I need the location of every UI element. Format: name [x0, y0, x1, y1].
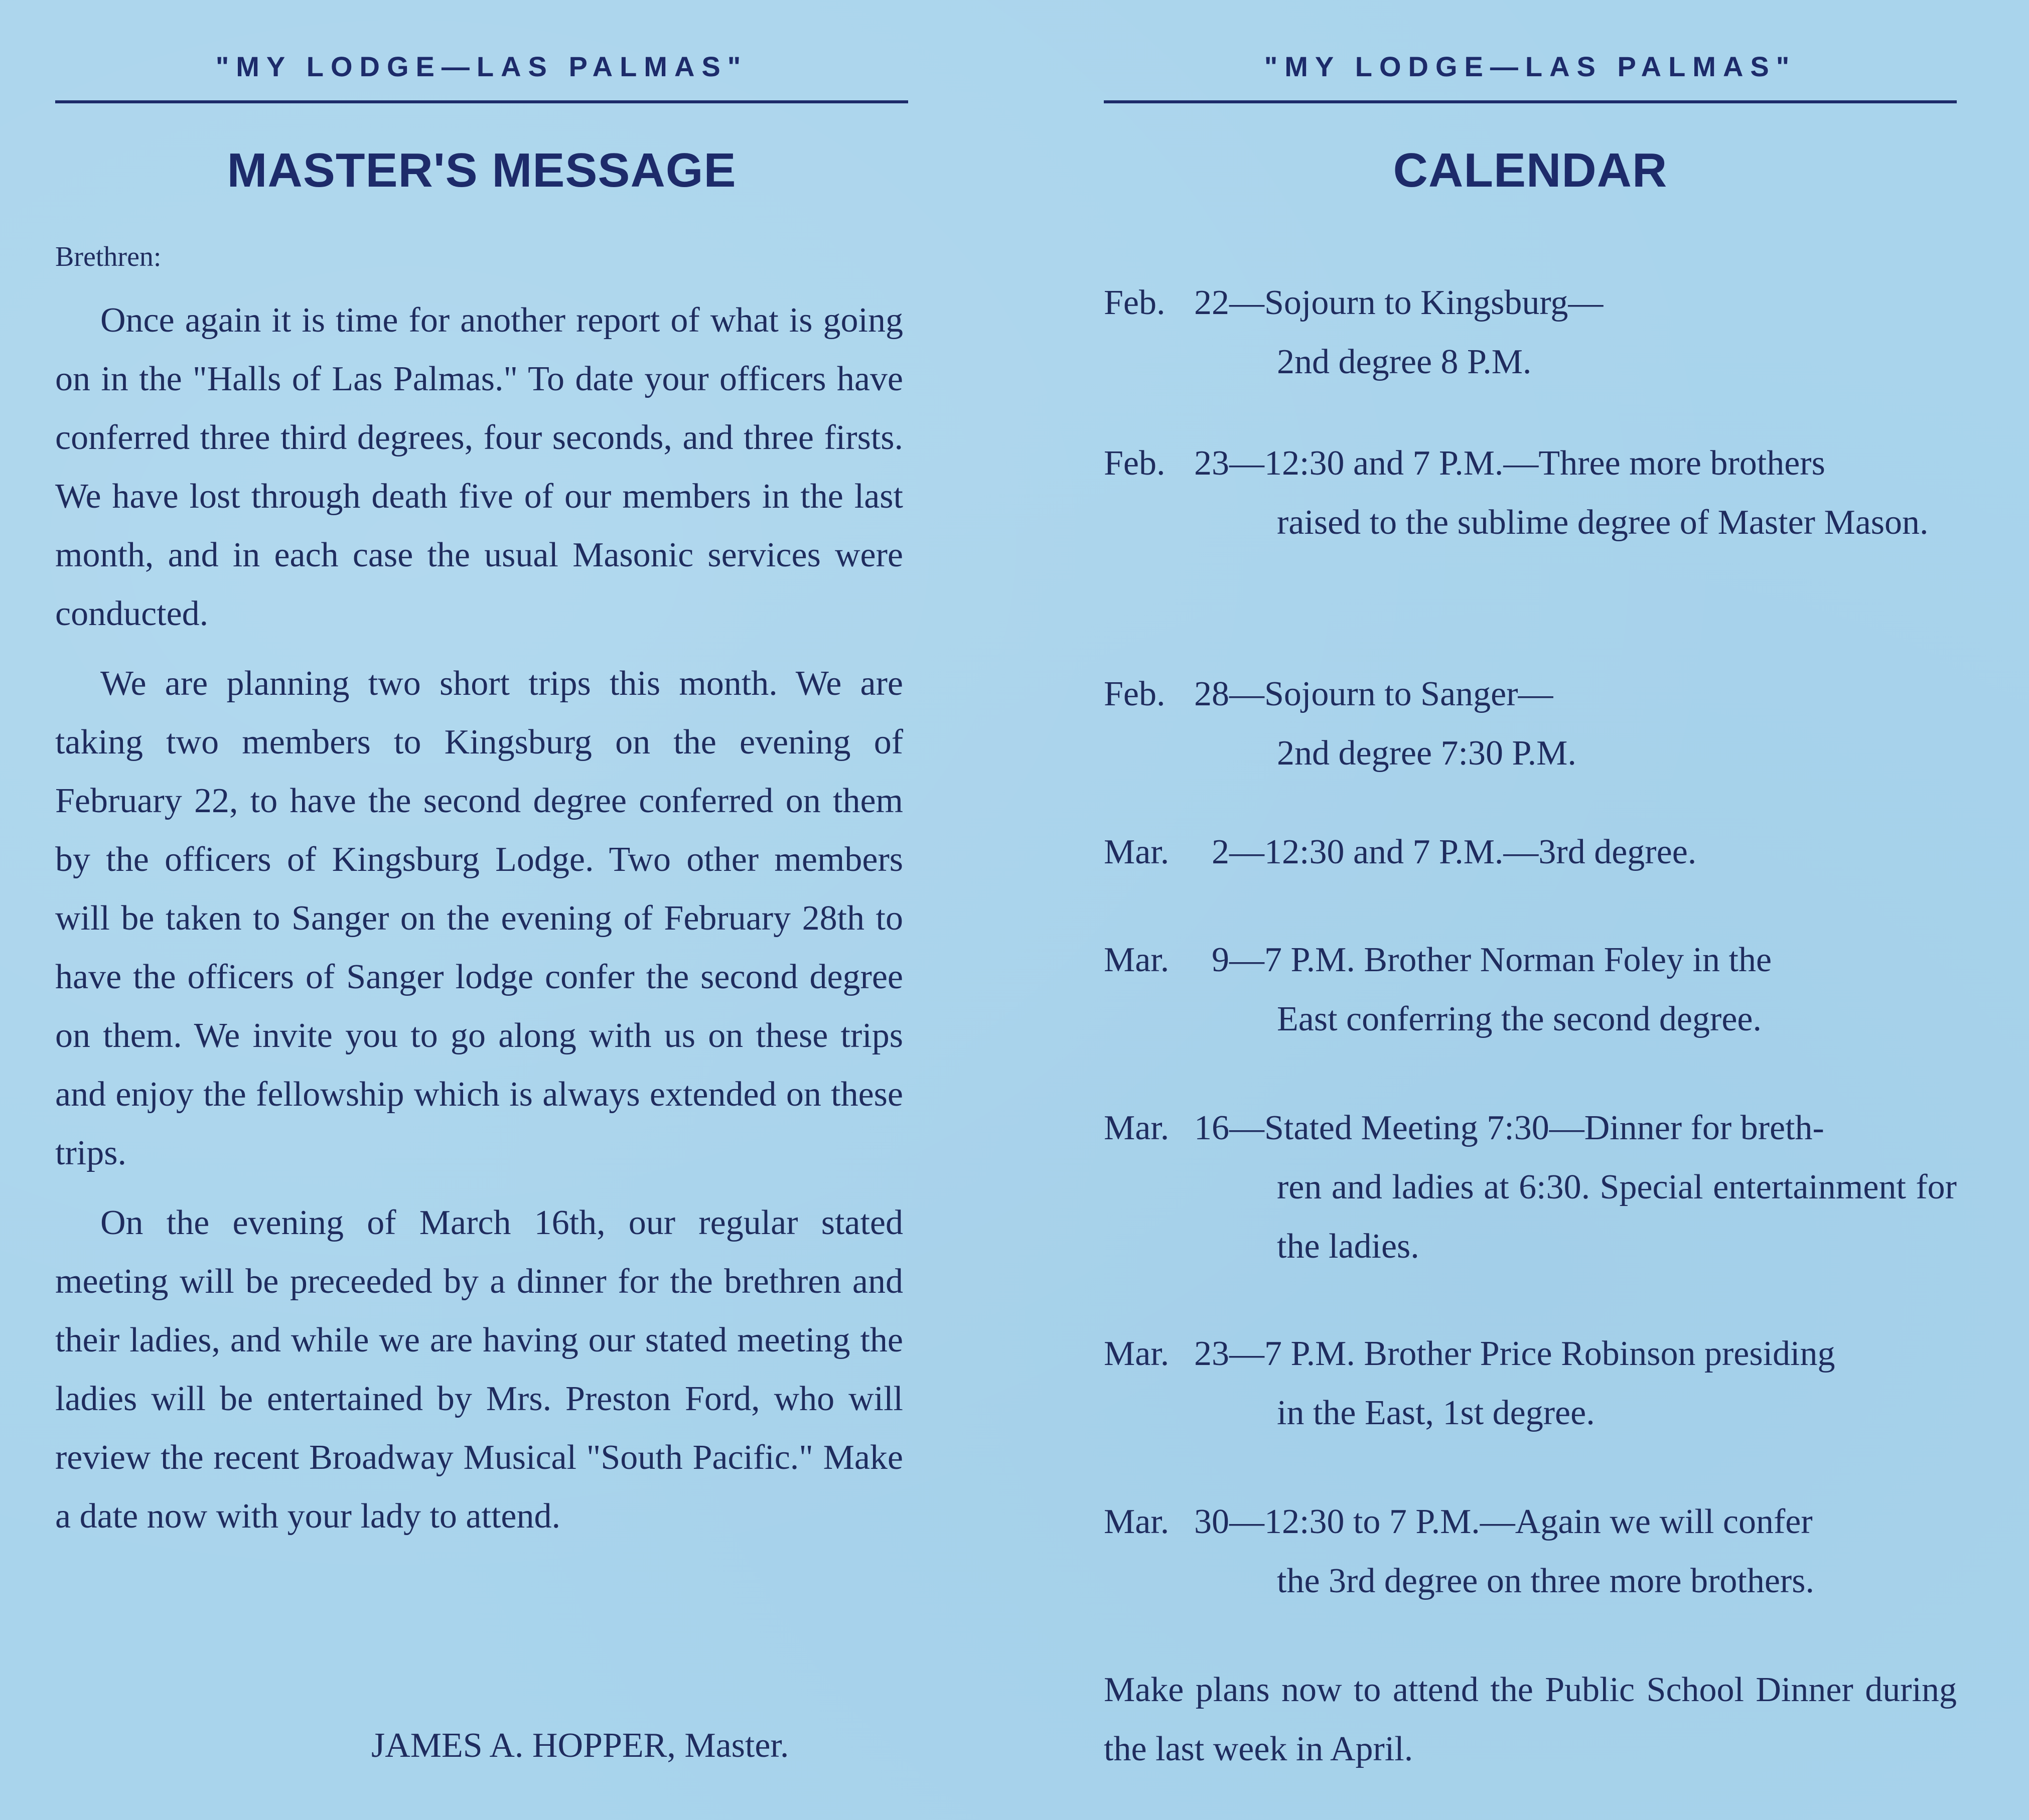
entry-continued: East conferring the second degree.: [1277, 1000, 1762, 1038]
entry-continued: the 3rd degree on three more brothers.: [1277, 1562, 1814, 1600]
entry-text: —12:30 and 7 P.M.—3rd degree.: [1229, 833, 1697, 871]
entry-text: —12:30 to 7 P.M.—Again we will confer: [1229, 1502, 1813, 1541]
entry-text: —Sojourn to Sanger—: [1229, 675, 1553, 713]
running-head: "MY LODGE—LAS PALMAS": [215, 51, 748, 82]
message-paragraph: On the evening of March 16th, our regular stated meeting will be preceeded by a dinner for the brethren and their ladies, and while we are having our stated meeting the ladies will be entertained by Mrs. Preston Ford, who will review the recent Broadway Musical "South Pacific." Make a date now with your lady to attend.: [55, 1203, 903, 1536]
entry-month: Mar.: [1104, 1502, 1170, 1541]
entry-month: Feb.: [1104, 675, 1166, 713]
entry-day: 16: [1194, 1109, 1229, 1147]
entry-month: Feb.: [1104, 283, 1166, 322]
header-rule: [55, 100, 908, 103]
header-rule: [1104, 100, 1957, 103]
calendar-entry: [1104, 931, 1957, 1049]
entry-day: 2: [1212, 833, 1229, 871]
message-paragraph: We are planning two short trips this month. We are taking two members to Kingsburg on the evening of February 22, to have the second degree conferred on them by the officers of Kingsburg Lodge. Two other members will be taken to Sanger on the evening of February 28th to have the officers of Sanger lodge confer the second degree on them. We invite you to go along with us on these trips and enjoy the fellowship which is always extended on these trips.: [55, 664, 903, 1172]
message-body: [55, 291, 903, 1557]
left-page: [55, 0, 908, 1820]
salutation: Brethren:: [55, 241, 162, 272]
calendar-entry: [1104, 665, 1957, 783]
entry-text: —7 P.M. Brother Norman Foley in the: [1229, 941, 1772, 979]
calendar-entry: [1104, 1324, 1957, 1443]
entry-month: Mar.: [1104, 833, 1170, 871]
closing-note: Make plans now to attend the Public School Dinner during the last week in April.: [1104, 1671, 1957, 1768]
entry-continued: 2nd degree 8 P.M.: [1277, 343, 1532, 381]
entry-day: 30: [1194, 1502, 1229, 1541]
entry-day: 23: [1194, 1334, 1229, 1373]
entry-month: Mar.: [1104, 941, 1170, 979]
entry-day: 22: [1194, 283, 1229, 322]
entry-month: Feb.: [1104, 444, 1166, 483]
signature: JAMES A. HOPPER, Master.: [371, 1726, 789, 1765]
calendar-entry: [1104, 1492, 1957, 1611]
entry-text: —Stated Meeting 7:30—Dinner for breth-: [1229, 1109, 1824, 1147]
entry-continued: ren and ladies at 6:30. Special entertainment for the ladies.: [1277, 1168, 1957, 1266]
entry-day: 9: [1212, 941, 1229, 979]
page-title: MASTER'S MESSAGE: [227, 143, 737, 197]
entry-month: Mar.: [1104, 1334, 1170, 1373]
entry-month: Mar.: [1104, 1109, 1170, 1147]
entry-text: —Sojourn to Kingsburg—: [1229, 283, 1604, 322]
calendar-entry: [1104, 1099, 1957, 1276]
entry-text: —7 P.M. Brother Price Robinson presiding: [1229, 1334, 1835, 1373]
calendar-entry: [1104, 823, 1957, 882]
entry-continued: 2nd degree 7:30 P.M.: [1277, 734, 1576, 773]
entry-day: 28: [1194, 675, 1229, 713]
right-page: [1104, 0, 1957, 1820]
page-title: CALENDAR: [1393, 143, 1668, 197]
calendar-entry: [1104, 273, 1957, 392]
calendar-entry: [1104, 434, 1957, 552]
entry-day: 23: [1194, 444, 1229, 483]
entry-continued: raised to the sublime degree of Master Mason.: [1277, 503, 1929, 542]
entry-continued: in the East, 1st degree.: [1277, 1394, 1595, 1432]
entry-text: —12:30 and 7 P.M.—Three more brothers: [1229, 444, 1825, 483]
running-head: "MY LODGE—LAS PALMAS": [1264, 51, 1797, 82]
message-paragraph: Once again it is time for another report of what is going on in the "Halls of Las Palmas." To date your officers have conferred three third degrees, four seconds, and three firsts. We have lost through death five of our members in the last month, and in each case the usual Masonic services were conducted.: [55, 301, 903, 633]
